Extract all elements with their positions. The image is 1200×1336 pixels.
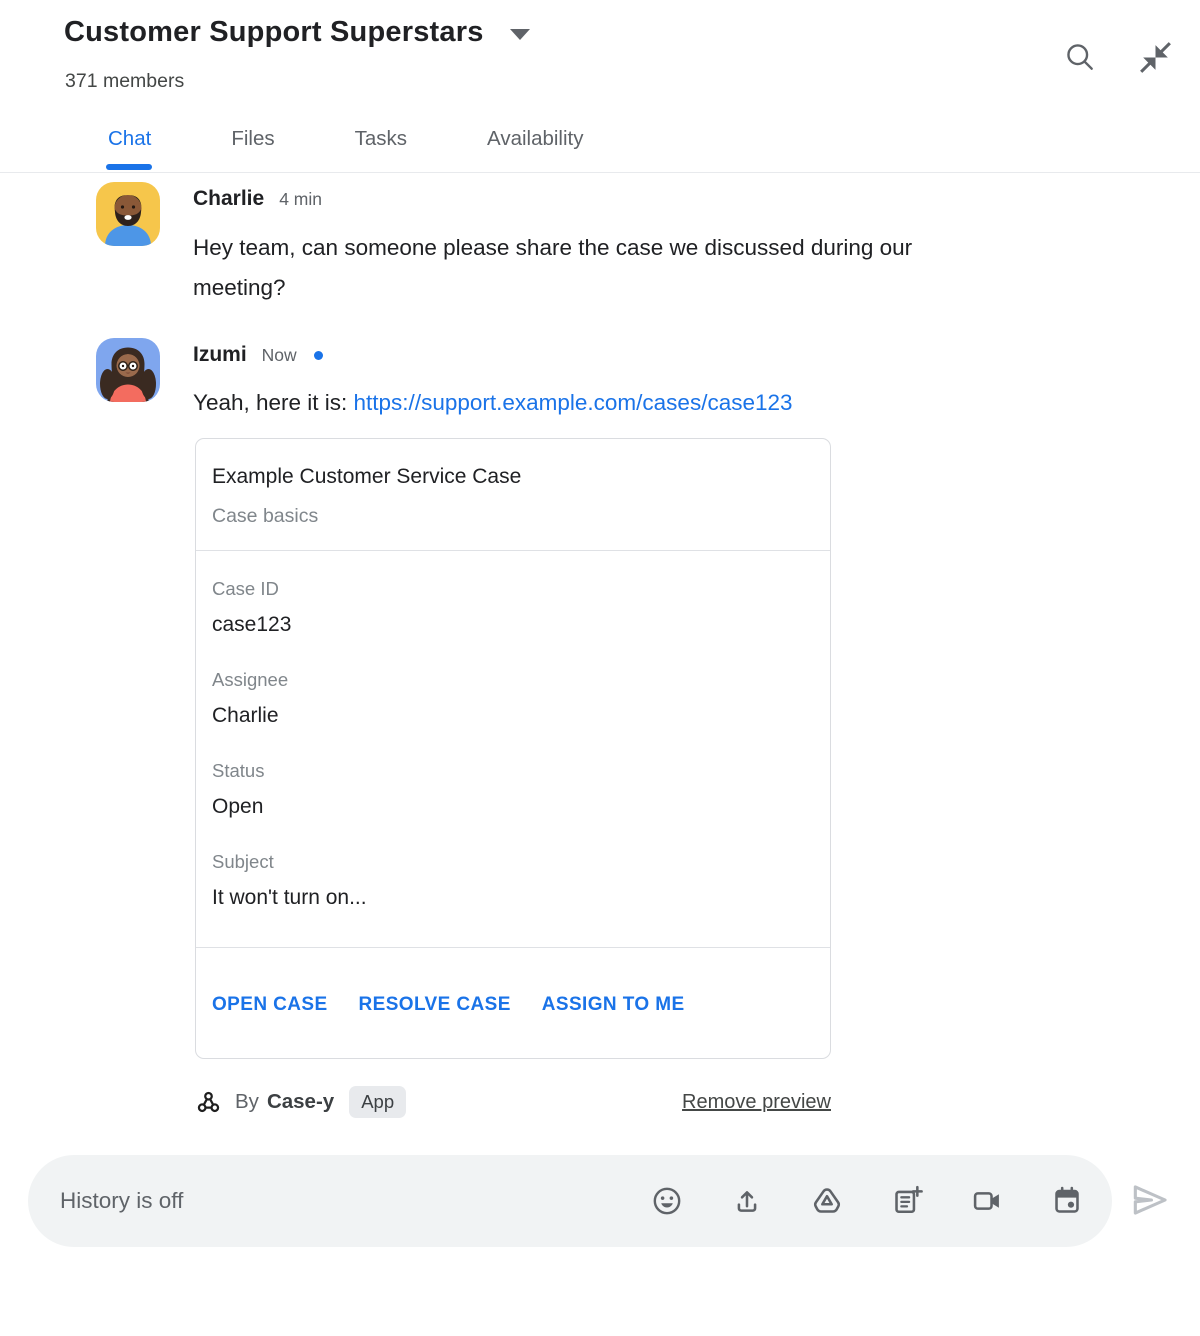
drive-icon[interactable] — [810, 1184, 844, 1218]
field-subject — [212, 850, 814, 913]
tab-tasks-label: Tasks — [354, 127, 408, 150]
tab-bar — [108, 127, 584, 167]
member-count: 371 members — [65, 70, 185, 92]
card-title: Example Customer Service Case — [212, 465, 522, 488]
open-case-button[interactable]: OPEN CASE — [212, 992, 328, 1018]
webhook-icon — [195, 1089, 222, 1116]
tab-availability[interactable] — [487, 127, 583, 167]
by-label: By — [235, 1090, 259, 1113]
tab-chat[interactable] — [108, 127, 151, 167]
field-case-id — [212, 577, 814, 640]
new-message-dot — [314, 351, 323, 360]
tab-files-label: Files — [231, 127, 275, 150]
card-header — [196, 439, 830, 550]
message-text-prefix: Yeah, here it is: — [193, 390, 354, 415]
tab-tasks[interactable] — [355, 127, 407, 167]
upload-icon[interactable] — [730, 1184, 764, 1218]
compose-bar — [28, 1155, 1112, 1247]
field-label: Status — [212, 760, 265, 781]
message-header — [193, 184, 322, 214]
field-label: Case ID — [212, 578, 279, 599]
video-call-icon[interactable] — [970, 1184, 1004, 1218]
message-timestamp: 4 min — [279, 189, 322, 209]
field-status — [212, 759, 814, 822]
card-subtitle: Case basics — [212, 505, 319, 527]
collapse-icon[interactable] — [1137, 39, 1174, 76]
field-value: Charlie — [212, 704, 279, 727]
field-value: It won't turn on... — [212, 886, 367, 909]
header-divider — [0, 172, 1200, 173]
app-name: Case-y — [266, 1090, 335, 1113]
room-title-button[interactable] — [64, 16, 530, 49]
card-actions — [196, 948, 830, 1058]
compose-icons — [650, 1184, 1084, 1218]
field-assignee — [212, 668, 814, 731]
calendar-icon[interactable] — [1050, 1184, 1084, 1218]
message-input[interactable] — [60, 1171, 650, 1231]
search-icon[interactable] — [1062, 39, 1098, 75]
room-title: Customer Support Superstars — [64, 16, 484, 48]
chevron-down-icon — [510, 29, 530, 40]
field-label: Assignee — [212, 669, 289, 690]
message-timestamp: Now — [261, 345, 297, 365]
tab-chat-label: Chat — [108, 127, 152, 150]
message-text: Hey team, can someone please share the case we discussed during our meeting? — [193, 235, 913, 300]
avatar-charlie[interactable] — [96, 182, 160, 246]
emoji-icon[interactable] — [650, 1184, 684, 1218]
app-badge: App — [349, 1086, 406, 1118]
card-attribution — [195, 1086, 831, 1118]
card-fields — [196, 551, 830, 947]
case-link[interactable]: https://support.example.com/cases/case123 — [353, 390, 793, 415]
message-author: Izumi — [193, 343, 247, 366]
field-label: Subject — [212, 851, 274, 872]
tab-files[interactable] — [231, 127, 274, 167]
resolve-case-button[interactable]: RESOLVE CASE — [359, 992, 511, 1018]
avatar-izumi[interactable] — [96, 338, 160, 402]
send-icon[interactable] — [1128, 1178, 1172, 1222]
assign-to-me-button[interactable]: ASSIGN TO ME — [542, 992, 685, 1018]
link-preview-card — [195, 438, 831, 1059]
field-value: Open — [212, 795, 264, 818]
tab-availability-label: Availability — [487, 127, 584, 150]
field-value: case123 — [212, 613, 292, 636]
message-author: Charlie — [193, 187, 265, 210]
meeting-notes-icon[interactable] — [890, 1184, 924, 1218]
message-header — [193, 340, 323, 370]
active-tab-indicator — [106, 164, 152, 170]
message-text — [193, 386, 793, 420]
remove-preview-link[interactable]: Remove preview — [682, 1090, 831, 1113]
